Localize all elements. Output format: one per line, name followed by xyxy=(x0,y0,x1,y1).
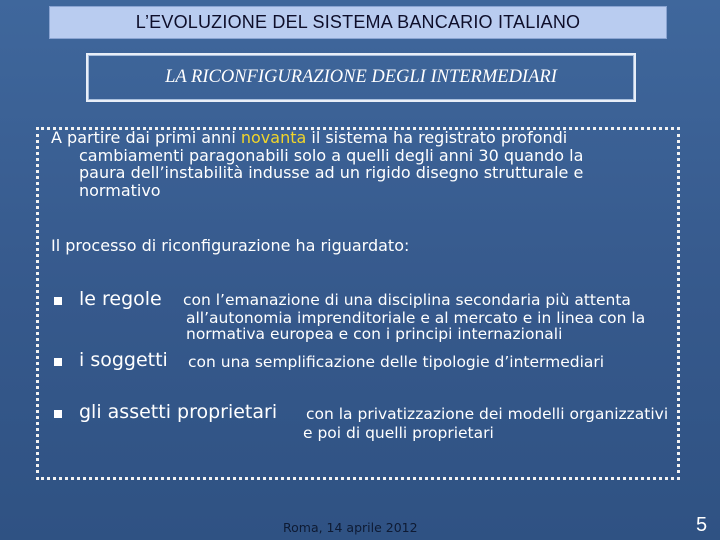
item-desc-regole-2: all’autonomia imprenditoriale e al mercato e in linea con la xyxy=(186,309,646,327)
page-number: 5 xyxy=(696,514,708,536)
intro-text: il sistema ha registrato profondi xyxy=(306,128,568,147)
subtitle-box xyxy=(86,53,636,102)
item-label-regole: le regole xyxy=(79,288,162,310)
item-desc-soggetti-1: con una semplificazione delle tipologie d’intermediari xyxy=(188,353,605,371)
process-heading: Il processo di riconfigurazione ha riguardato: xyxy=(51,236,410,255)
bullet-square-icon xyxy=(54,358,62,366)
item-label-assetti: gli assetti proprietari xyxy=(79,401,278,423)
footer-date: Roma, 14 aprile 2012 xyxy=(283,520,418,535)
title-bar xyxy=(49,6,667,39)
bullet-square-icon xyxy=(54,410,62,418)
item-desc-assetti-2: e poi di quelli proprietari xyxy=(303,424,494,442)
item-desc-regole-1: con l’emanazione di una disciplina secondaria più attenta xyxy=(183,291,631,309)
intro-line-1 xyxy=(51,129,651,147)
item-label-soggetti: i soggetti xyxy=(79,349,168,371)
highlight-novanta: novanta xyxy=(240,128,307,147)
intro-line-4: normativo xyxy=(79,180,161,200)
bullet-square-icon xyxy=(54,297,62,305)
slide-subtitle: LA RICONFIGURAZIONE DEGLI INTERMEDIARI xyxy=(165,67,557,87)
intro-text: A partire dai primi anni xyxy=(51,128,241,147)
item-desc-regole-3: normativa europea e con i principi internazionali xyxy=(186,325,563,343)
intro-line-3: paura dell’instabilità indusse ad un rigido disegno strutturale e xyxy=(79,163,584,182)
item-desc-assetti-1: con la privatizzazione dei modelli organizzativi xyxy=(306,405,669,423)
slide-title: L’EVOLUZIONE DEL SISTEMA BANCARIO ITALIANO xyxy=(135,12,581,32)
intro-paragraph xyxy=(51,129,651,199)
intro-line-2: cambiamenti paragonabili solo a quelli degli anni 30 quando la xyxy=(79,145,584,165)
